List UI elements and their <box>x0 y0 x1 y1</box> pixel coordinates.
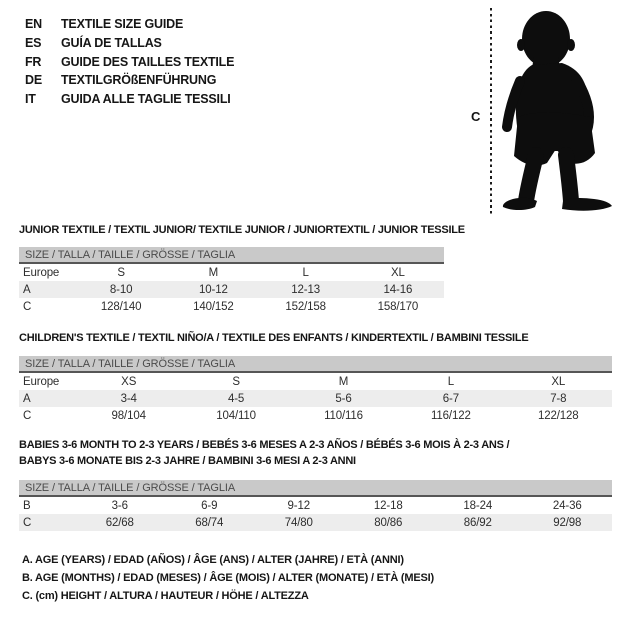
size-cell: 3-4 <box>75 390 182 407</box>
size-cell: L <box>447 375 454 388</box>
row-label-cell: Europe <box>23 375 60 388</box>
size-cell: 9-12 <box>287 499 310 512</box>
size-cell: XL <box>390 266 405 279</box>
size-cell: 158/170 <box>377 300 419 313</box>
language-row <box>25 34 234 53</box>
table-row <box>19 298 444 315</box>
size-cell: 5-6 <box>290 390 397 407</box>
size-cell: 74/80 <box>254 514 344 531</box>
size-cell: 86/92 <box>433 514 523 531</box>
language-code: FR <box>25 54 42 69</box>
table-row <box>19 372 612 390</box>
size-cell: 12-13 <box>260 281 352 298</box>
table-row <box>19 496 612 514</box>
table-row <box>19 263 444 281</box>
size-cell: 122/128 <box>538 409 579 422</box>
size-cell: 12-18 <box>373 499 403 512</box>
language-code: ES <box>25 35 42 50</box>
size-cell: 104/110 <box>216 409 256 422</box>
height-measure-label: C <box>471 109 481 124</box>
size-cell: M <box>208 266 219 279</box>
size-cell: 110/116 <box>324 409 363 422</box>
babies-section-heading: BABIES 3-6 MONTH TO 2-3 YEARS / BEBÉS 3-6 MESES A 2-3 AÑOS / BÉBÉS 3-6 MOIS À 2-3 ANS / BABYS 3-6 MONATE BIS 2-3 JAHRE / BAMBINI 3-6 MESI A 2-3 ANNI <box>19 439 510 467</box>
size-cell: 3-6 <box>111 499 128 512</box>
language-code: EN <box>25 17 42 31</box>
size-cell: M <box>338 375 349 388</box>
size-cell: 62/68 <box>75 514 165 531</box>
size-header-bar: SIZE / TALLA / TAILLE / GRÖSSE / TAGLIA <box>19 356 612 372</box>
junior-section-heading: JUNIOR TEXTILE / TEXTIL JUNIOR/ TEXTILE JUNIOR / JUNIORTEXTIL / JUNIOR TESSILE <box>19 224 465 236</box>
row-label-cell: A <box>19 281 75 298</box>
children-size-table <box>19 356 612 424</box>
language-label: TEXTILGRÖßENFÜHRUNG <box>61 73 217 88</box>
size-cell: 116/122 <box>431 409 471 422</box>
babies-size-table <box>19 480 612 531</box>
size-cell: 92/98 <box>523 514 613 531</box>
language-label: TEXTILE SIZE GUIDE <box>61 17 184 31</box>
size-cell: L <box>302 266 309 279</box>
size-cell: 7-8 <box>505 390 612 407</box>
language-code: DE <box>25 73 42 88</box>
row-label-cell: C <box>23 409 32 422</box>
language-row <box>25 53 234 72</box>
legend-line-c: C. (cm) HEIGHT / ALTURA / HAUTEUR / HÖHE / ALTEZZA <box>22 590 309 603</box>
size-cell: 140/152 <box>193 300 234 313</box>
size-cell: S <box>117 266 125 279</box>
size-cell: 8-10 <box>75 281 167 298</box>
table-row <box>19 407 612 424</box>
size-cell: 6-7 <box>397 390 504 407</box>
size-cell: S <box>232 375 240 388</box>
language-row <box>25 15 234 34</box>
table-row <box>19 390 612 407</box>
size-cell: XL <box>551 375 566 388</box>
legend-line-a: A. AGE (YEARS) / EDAD (AÑOS) / ÂGE (ANS) / ALTER (JAHRE) / ETÀ (ANNI) <box>22 554 404 566</box>
toddler-silhouette-icon <box>498 9 618 216</box>
size-cell: 6-9 <box>201 499 218 512</box>
size-cell: 128/140 <box>100 300 142 313</box>
table-row <box>19 281 444 298</box>
children-section-heading: CHILDREN'S TEXTILE / TEXTIL NIÑO/A / TEXTILE DES ENFANTS / KINDERTEXTIL / BAMBINI TESSILE <box>19 332 529 344</box>
language-row <box>25 71 234 90</box>
table-row <box>19 514 612 531</box>
language-label: GUIDE DES TAILLES TEXTILE <box>61 54 235 69</box>
size-cell: XS <box>121 375 137 388</box>
size-cell: 68/74 <box>165 514 255 531</box>
size-cell: 18-24 <box>463 499 493 512</box>
size-header-bar: SIZE / TALLA / TAILLE / GRÖSSE / TAGLIA <box>19 247 444 263</box>
language-list <box>25 15 234 109</box>
size-cell: 14-16 <box>352 281 444 298</box>
row-label-cell: B <box>23 499 31 512</box>
size-cell: 98/104 <box>111 409 146 422</box>
row-label-cell: A <box>19 390 75 407</box>
legend <box>22 551 434 606</box>
row-label-cell: C <box>19 514 75 531</box>
language-code: IT <box>25 92 36 107</box>
legend-line-b: B. AGE (MONTHS) / EDAD (MESES) / ÂGE (MOIS) / ALTER (MONATE) / ETÀ (MESI) <box>22 572 434 585</box>
row-label-cell: C <box>23 300 32 313</box>
size-cell: 10-12 <box>167 281 259 298</box>
size-cell: 24-36 <box>552 499 582 512</box>
size-header-bar: SIZE / TALLA / TAILLE / GRÖSSE / TAGLIA <box>19 480 612 496</box>
junior-size-table <box>19 247 444 315</box>
size-cell: 80/86 <box>344 514 434 531</box>
language-label: GUIDA ALLE TAGLIE TESSILI <box>61 92 231 107</box>
size-cell: 4-5 <box>182 390 289 407</box>
row-label-cell: Europe <box>23 266 60 279</box>
language-label: GUÍA DE TALLAS <box>61 35 162 50</box>
language-row <box>25 90 234 109</box>
height-dashed-line <box>490 8 492 215</box>
size-cell: 152/158 <box>285 300 326 313</box>
